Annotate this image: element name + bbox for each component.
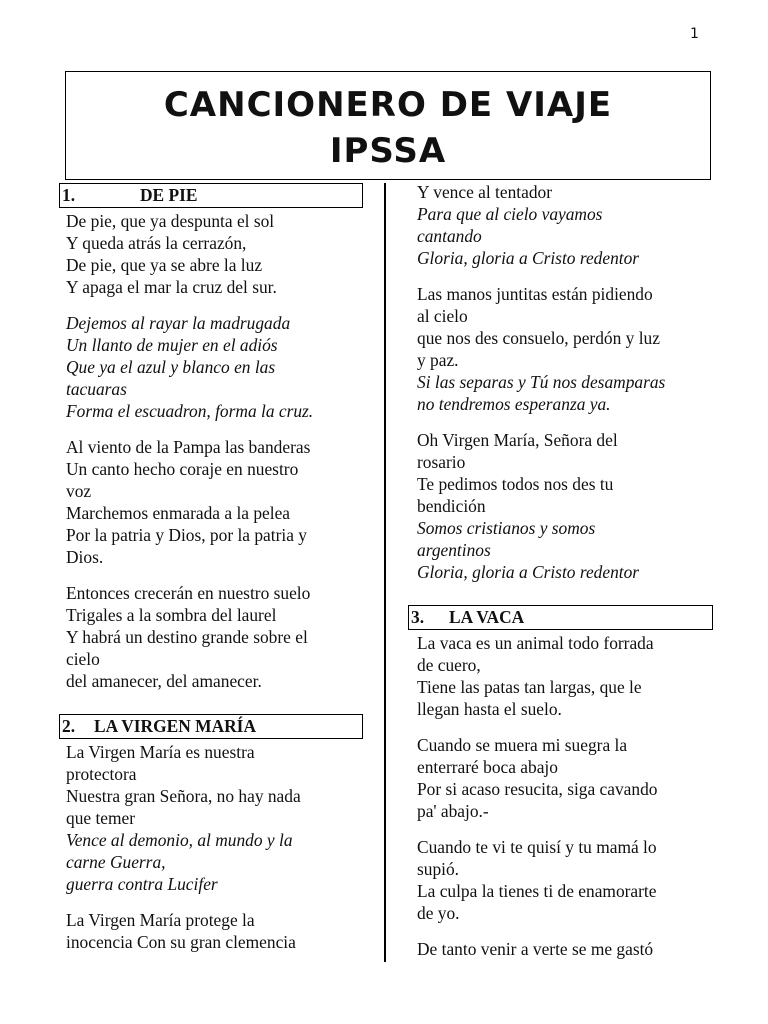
page-number: 1 bbox=[690, 26, 699, 42]
lyric-line: protectora bbox=[66, 764, 137, 784]
lyric-line: inocencia Con su gran clemencia bbox=[66, 932, 296, 952]
stanza bbox=[417, 429, 717, 583]
songbook-title-box bbox=[65, 71, 711, 180]
lyric-line: Cuando se muera mi suegra la bbox=[417, 735, 628, 755]
lyric-line: de cuero, bbox=[417, 655, 481, 675]
lyric-line: y paz. bbox=[417, 350, 459, 370]
lyric-line: Trigales a la sombra del laurel bbox=[66, 605, 277, 625]
song-number: 3. bbox=[411, 607, 425, 627]
lyric-line: De pie, que ya se abre la luz bbox=[66, 255, 263, 275]
stanza-chorus bbox=[417, 517, 717, 583]
stanza-verse bbox=[417, 429, 717, 517]
song-number: 2. bbox=[62, 716, 76, 736]
stanza bbox=[66, 210, 366, 298]
song-title: LA VACA bbox=[449, 607, 525, 627]
lyric-line: bendición bbox=[417, 496, 486, 516]
lyric-line: del amanecer, del amanecer. bbox=[66, 671, 262, 691]
lyric-line: Y apaga el mar la cruz del sur. bbox=[66, 277, 277, 297]
lyric-line: De pie, que ya despunta el sol bbox=[66, 211, 275, 231]
lyric-line: pa' abajo.- bbox=[417, 801, 489, 821]
lyric-line: Por la patria y Dios, por la patria y bbox=[66, 525, 307, 545]
stanza bbox=[417, 734, 717, 822]
lyric-line: cielo bbox=[66, 649, 100, 669]
lyric-line: La Virgen María protege la bbox=[66, 910, 255, 930]
lyric-line: carne Guerra, bbox=[66, 852, 166, 872]
stanza-verse bbox=[417, 181, 717, 203]
lyric-line: voz bbox=[66, 481, 92, 501]
stanza-chorus bbox=[66, 829, 366, 895]
right-column bbox=[411, 181, 717, 960]
lyric-line: Y vence al tentador bbox=[417, 182, 553, 202]
lyric-line: Te pedimos todos nos des tu bbox=[417, 474, 614, 494]
lyric-line: supió. bbox=[417, 859, 460, 879]
stanza bbox=[417, 938, 717, 960]
lyric-line: La Virgen María es nuestra bbox=[66, 742, 255, 762]
stanza bbox=[417, 181, 717, 269]
lyric-line: Al viento de la Pampa las banderas bbox=[66, 437, 311, 457]
lyric-line: Marchemos enmarada a la pelea bbox=[66, 503, 291, 523]
lyric-line: Un llanto de mujer en el adiós bbox=[66, 335, 278, 355]
lyric-line: enterraré boca abajo bbox=[417, 757, 558, 777]
lyric-line: rosario bbox=[417, 452, 466, 472]
lyric-line: Las manos juntitas están pidiendo bbox=[417, 284, 653, 304]
lyric-line: al cielo bbox=[417, 306, 468, 326]
left-column bbox=[62, 183, 366, 953]
lyric-line: argentinos bbox=[417, 540, 491, 560]
lyric-line: tacuaras bbox=[66, 379, 127, 399]
lyric-line: guerra contra Lucifer bbox=[66, 874, 218, 894]
lyric-line: Para que al cielo vayamos bbox=[417, 204, 603, 224]
stanza bbox=[66, 436, 366, 568]
song-heading-la-vaca bbox=[408, 605, 713, 630]
lyric-line: Oh Virgen María, Señora del bbox=[417, 430, 618, 450]
lyric-line: Que ya el azul y blanco en las bbox=[66, 357, 276, 377]
stanza bbox=[417, 836, 717, 924]
stanza-chorus bbox=[417, 371, 717, 415]
lyric-line: De tanto venir a verte se me gastó bbox=[417, 939, 654, 959]
lyric-line: que temer bbox=[66, 808, 136, 828]
stanza-chorus bbox=[66, 312, 366, 422]
lyric-line: Si las separas y Tú nos desamparas bbox=[417, 372, 666, 392]
lyric-line: Tiene las patas tan largas, que le bbox=[417, 677, 642, 697]
column-divider bbox=[384, 183, 386, 962]
lyric-line: La vaca es un animal todo forrada bbox=[417, 633, 654, 653]
stanza bbox=[66, 741, 366, 895]
stanza bbox=[417, 283, 717, 415]
stanza-verse bbox=[66, 741, 366, 829]
lyric-line: Gloria, gloria a Cristo redentor bbox=[417, 562, 640, 582]
stanza-chorus bbox=[417, 203, 717, 269]
song-heading-de-pie bbox=[59, 183, 363, 208]
title-line-1: CANCIONERO DE VIAJE bbox=[163, 85, 613, 125]
lyric-line: Y habrá un destino grande sobre el bbox=[66, 627, 308, 647]
lyric-line: llegan hasta el suelo. bbox=[417, 699, 562, 719]
title-line-2: IPSSA bbox=[329, 131, 447, 171]
lyric-line: La culpa la tienes ti de enamorarte bbox=[417, 881, 657, 901]
song-heading-la-virgen-maria bbox=[59, 714, 363, 739]
lyric-line: Y queda atrás la cerrazón, bbox=[66, 233, 247, 253]
stanza bbox=[66, 909, 366, 953]
lyric-line: Gloria, gloria a Cristo redentor bbox=[417, 248, 640, 268]
lyric-line: Entonces crecerán en nuestro suelo bbox=[66, 583, 311, 603]
stanza bbox=[66, 582, 366, 692]
song-title: LA VIRGEN MARÍA bbox=[94, 716, 257, 736]
lyric-line: de yo. bbox=[417, 903, 460, 923]
lyric-line: Un canto hecho coraje en nuestro bbox=[66, 459, 299, 479]
stanza-verse bbox=[417, 283, 717, 371]
lyric-line: cantando bbox=[417, 226, 482, 246]
lyric-line: Forma el escuadron, forma la cruz. bbox=[66, 401, 314, 421]
lyric-line: Somos cristianos y somos bbox=[417, 518, 596, 538]
lyric-line: Por si acaso resucita, siga cavando bbox=[417, 779, 658, 799]
lyric-line: Cuando te vi te quisí y tu mamá lo bbox=[417, 837, 657, 857]
stanza bbox=[417, 632, 717, 720]
lyric-line: no tendremos esperanza ya. bbox=[417, 394, 611, 414]
lyric-line: Vence al demonio, al mundo y la bbox=[66, 830, 293, 850]
song-title: DE PIE bbox=[140, 185, 198, 205]
lyric-line: que nos des consuelo, perdón y luz bbox=[417, 328, 660, 348]
lyric-line: Nuestra gran Señora, no hay nada bbox=[66, 786, 301, 806]
lyric-line: Dios. bbox=[66, 547, 104, 567]
song-number: 1. bbox=[62, 185, 76, 205]
lyric-line: Dejemos al rayar la madrugada bbox=[66, 313, 291, 333]
